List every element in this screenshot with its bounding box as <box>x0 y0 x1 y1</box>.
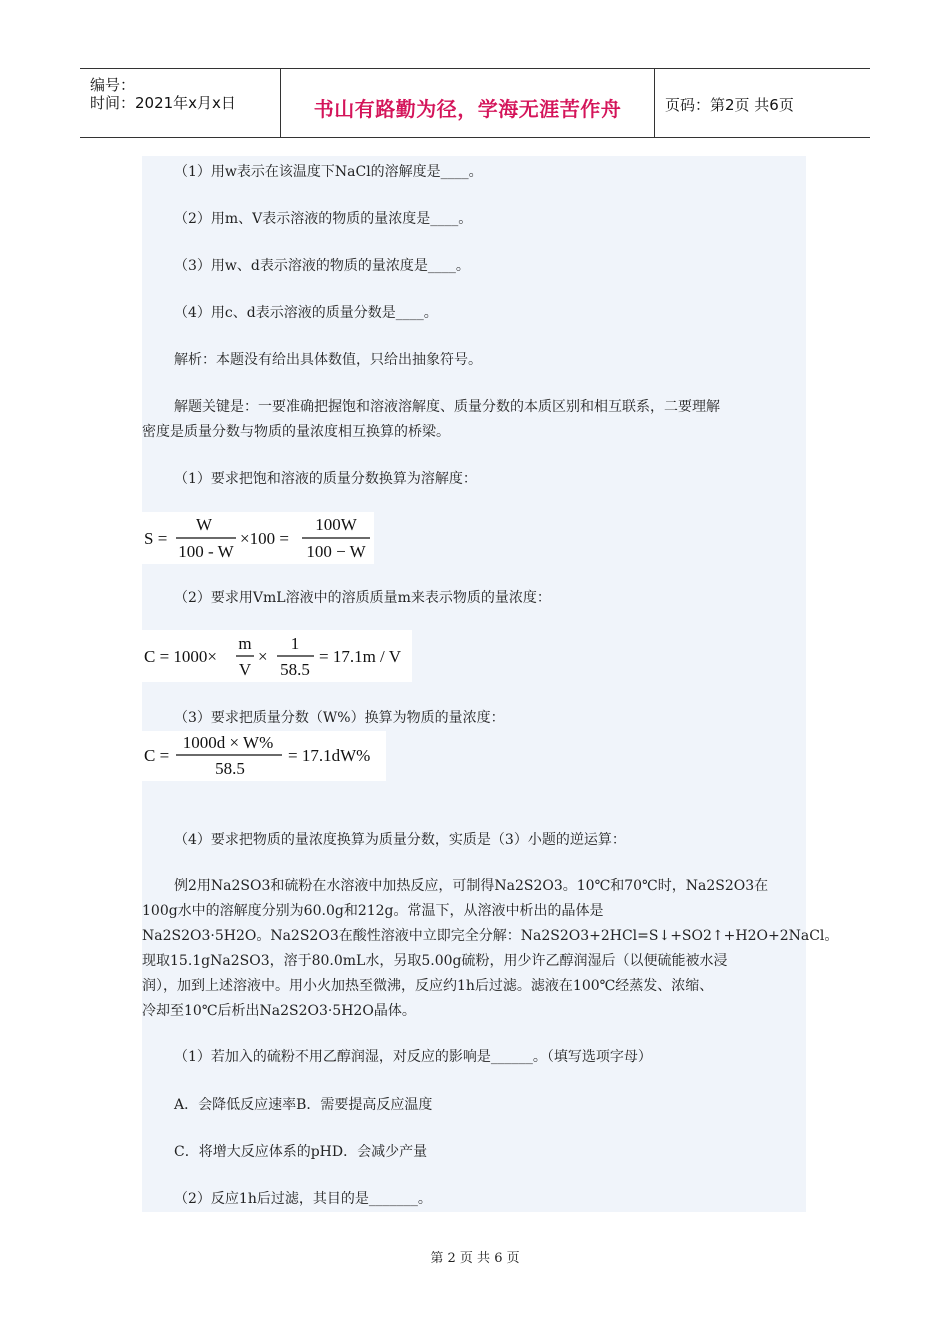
f1-den2: 100 − W <box>306 542 366 561</box>
page-info: 页码：第2页 共6页 <box>665 96 794 114</box>
f3-lhs: C = <box>144 746 170 765</box>
f3-den: 58.5 <box>215 759 245 778</box>
example-line-6: 冷却至10℃后析出Na2S2O3·5H2O晶体。 <box>142 1003 416 1019</box>
example-line-2: 100g水中的溶解度分别为60.0g和212g。常温下，从溶液中析出的晶体是 <box>142 903 604 919</box>
f2-num2: 1 <box>290 634 300 653</box>
example-line-5: 润），加到上述溶液中。用小火加热至微沸，反应约1h后过滤。滤液在100℃经蒸发、浓缩、 <box>142 978 714 994</box>
key-line-1: 解题关键是：一要准确把握饱和溶液溶解度、质量分数的本质区别和相互联系，二要理解 <box>174 399 720 415</box>
formula-concentration-mv <box>142 630 412 682</box>
options-a-b: A．会降低反应速率B．需要提高反应温度 <box>174 1097 433 1113</box>
f2-times: × <box>258 647 268 666</box>
f1-mid: ×100 = <box>240 529 289 548</box>
header-table <box>80 68 870 138</box>
page-footer: 第 2 页 共 6 页 <box>430 1251 520 1266</box>
options-c-d: C．将增大反应体系的pHD．会减少产量 <box>174 1144 428 1160</box>
header-right-cell <box>655 69 870 137</box>
header-left-cell <box>80 69 281 137</box>
formula-concentration-dw <box>142 731 386 781</box>
f1-den1: 100 - W <box>178 542 234 561</box>
analysis-line: 解析：本题没有给出具体数值，只给出抽象符号。 <box>174 352 482 368</box>
f3-rhs: = 17.1dW% <box>288 746 371 765</box>
motto: 书山有路勤为径，学海无涯苦作舟 <box>313 97 622 121</box>
date-label: 时间：2021年x月x日 <box>90 94 236 112</box>
content-panel <box>142 156 839 1212</box>
f3-num: 1000d × W% <box>182 733 274 752</box>
f2-lhs: C = 1000× <box>144 647 218 666</box>
f2-den1: V <box>238 660 252 679</box>
step-3: （3）要求把质量分数（W%）换算为物质的量浓度： <box>174 710 505 726</box>
sub-question-1: （1）若加入的硫粉不用乙醇润湿，对反应的影响是______。（填写选项字母） <box>174 1049 652 1065</box>
example-line-3: Na2S2O3·5H2O。Na2S2O3在酸性溶液中立即完全分解：Na2S2O3+2HCl=S↓+SO2↑+H2O+2NaCl。 <box>142 928 839 944</box>
f1-num1: W <box>195 515 213 534</box>
question-4: （4）用c、d表示溶液的质量分数是____。 <box>174 305 438 321</box>
f2-rhs: = 17.1m / V <box>319 647 402 666</box>
question-3: （3）用w、d表示溶液的物质的量浓度是____。 <box>174 258 470 274</box>
sub-question-2: （2）反应1h后过滤，其目的是_______。 <box>174 1191 432 1207</box>
f1-num2: 100W <box>315 515 357 534</box>
formula-solubility <box>142 512 374 564</box>
header-middle-cell <box>281 69 655 137</box>
question-1: （1）用w表示在该温度下NaCl的溶解度是____。 <box>174 164 483 180</box>
step-4: （4）要求把物质的量浓度换算为质量分数，实质是（3）小题的逆运算： <box>174 832 626 848</box>
example-line-1: 例2用Na2SO3和硫粉在水溶液中加热反应，可制得Na2S2O3。10℃和70℃时，Na2S2O3在 <box>174 878 769 894</box>
step-2: （2）要求用VmL溶液中的溶质质量m来表示物质的量浓度： <box>174 590 551 606</box>
f1-lhs: S = <box>144 529 168 548</box>
question-2: （2）用m、V表示溶液的物质的量浓度是____。 <box>174 211 473 227</box>
key-line-2: 密度是质量分数与物质的量浓度相互换算的桥梁。 <box>142 424 450 440</box>
f2-num1: m <box>238 634 252 653</box>
example-line-4: 现取15.1gNa2SO3，溶于80.0mL水，另取5.00g硫粉，用少许乙醇润湿后（以便硫能被水浸 <box>142 953 728 969</box>
step-1: （1）要求把饱和溶液的质量分数换算为溶解度： <box>174 471 477 487</box>
f2-den2: 58.5 <box>280 660 310 679</box>
number-label: 编号： <box>90 76 136 94</box>
